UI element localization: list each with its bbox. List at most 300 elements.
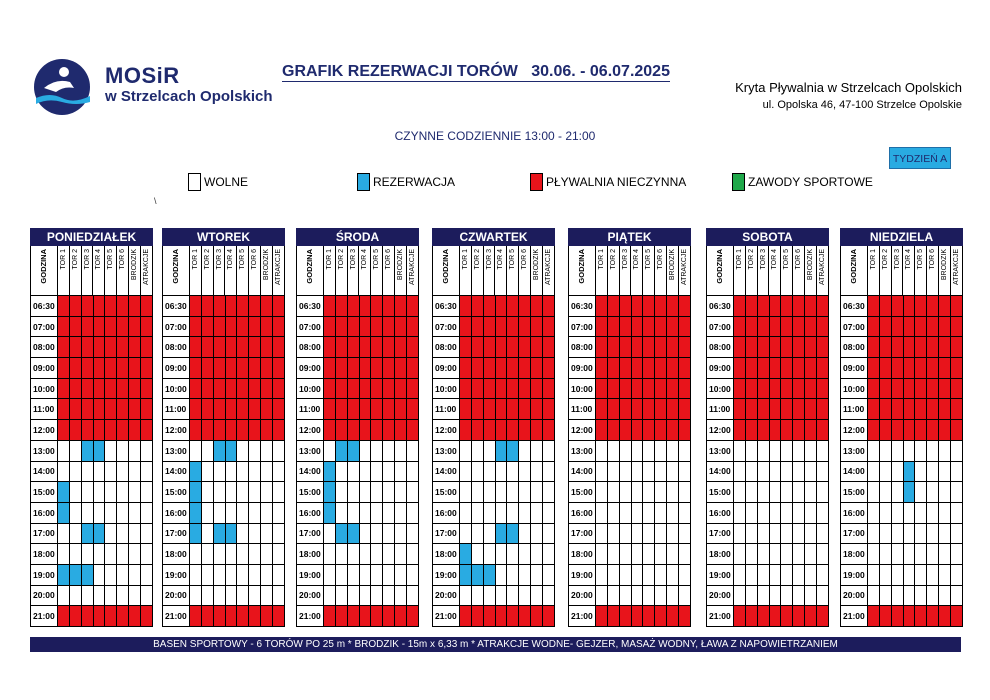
time-label: 15:00: [841, 482, 868, 503]
lane-slot: [608, 544, 620, 565]
lane-slot: [383, 420, 395, 441]
time-row: [31, 420, 153, 441]
lane-slot: [770, 565, 782, 586]
lane-slot: [371, 565, 383, 586]
time-row: [297, 399, 419, 420]
lane-slot: [507, 524, 519, 545]
lane-slot: [82, 524, 94, 545]
lane-slot: [94, 544, 106, 565]
lane-slot: [226, 379, 238, 400]
lane-slot: [484, 565, 496, 586]
lane-slot: [519, 544, 531, 565]
lane-slot: [360, 524, 372, 545]
lane-slot: [892, 379, 904, 400]
lane-slot: [781, 482, 793, 503]
lane-slot: [608, 503, 620, 524]
lane-slot: [679, 317, 691, 338]
time-row: [707, 482, 829, 503]
lane-slot: [484, 420, 496, 441]
lane-slot: [105, 317, 117, 338]
column-header-label: GODZINA: [577, 249, 587, 284]
column-header-label: TOR 3: [349, 249, 357, 270]
time-label: 21:00: [433, 606, 460, 627]
time-row: [569, 420, 691, 441]
lane-slot: [519, 524, 531, 545]
lane-slot: [214, 462, 226, 483]
time-label: 11:00: [569, 399, 596, 420]
lane-slot: [460, 503, 472, 524]
time-label: 18:00: [163, 544, 190, 565]
lane-slot: [817, 399, 829, 420]
lane-slot: [620, 379, 632, 400]
lane-slot: [868, 441, 880, 462]
lane-slot: [371, 586, 383, 607]
lane-slot: [117, 399, 129, 420]
column-header-label: TOR 1: [735, 249, 743, 270]
lane-slot: [261, 606, 273, 627]
lane-slot: [868, 482, 880, 503]
lane-slot: [643, 503, 655, 524]
lane-slot: [519, 586, 531, 607]
lane-slot: [190, 379, 202, 400]
time-row: [163, 606, 285, 627]
lane-slot: [817, 462, 829, 483]
lane-slot: [141, 337, 153, 358]
lane-slot: [758, 462, 770, 483]
lane-slot: [237, 420, 249, 441]
time-row: [433, 565, 555, 586]
lane-slot: [817, 565, 829, 586]
lane-slot: [543, 586, 555, 607]
lane-slot: [620, 296, 632, 317]
time-label: 10:00: [297, 379, 324, 400]
lane-slot: [927, 462, 939, 483]
time-row: [31, 586, 153, 607]
lane-slot: [951, 544, 963, 565]
time-label: 07:00: [841, 317, 868, 338]
lane-slot: [679, 358, 691, 379]
lane-slot: [273, 399, 285, 420]
column-header-cell: [927, 246, 939, 296]
lane-slot: [507, 399, 519, 420]
lane-slot: [383, 524, 395, 545]
lane-slot: [348, 503, 360, 524]
lane-slot: [596, 337, 608, 358]
lane-slot: [655, 606, 667, 627]
lane-slot: [770, 441, 782, 462]
lane-slot: [360, 565, 372, 586]
lane-slot: [82, 482, 94, 503]
lane-slot: [261, 420, 273, 441]
column-header-label: TOR 6: [929, 249, 937, 270]
lane-slot: [371, 441, 383, 462]
day-header: CZWARTEK: [432, 228, 555, 246]
lane-slot: [94, 482, 106, 503]
lane-slot: [348, 524, 360, 545]
lane-slot: [667, 462, 679, 483]
lane-slot: [817, 441, 829, 462]
lane-slot: [770, 503, 782, 524]
time-label: 16:00: [707, 503, 734, 524]
lane-slot: [734, 399, 746, 420]
lane-slot: [596, 565, 608, 586]
lane-slot: [407, 379, 419, 400]
lane-slot: [927, 482, 939, 503]
time-label: 20:00: [433, 586, 460, 607]
lane-slot: [395, 420, 407, 441]
lane-slot: [793, 420, 805, 441]
lane-slot: [939, 317, 951, 338]
footer-info: BASEN SPORTOWY - 6 TORÓW PO 25 m * BRODZIK - 15m x 6,33 m * ATRAKCJE WODNE- GEJZER, MASAŻ WODNY, ŁAWA Z NAPOWIETRZANIEM: [30, 637, 961, 652]
column-header-cell: [915, 246, 927, 296]
time-label: 17:00: [433, 524, 460, 545]
lane-slot: [817, 503, 829, 524]
lane-slot: [892, 462, 904, 483]
lane-slot: [58, 524, 70, 545]
lane-slot: [82, 503, 94, 524]
column-header-label: TOR 1: [597, 249, 605, 270]
lane-slot: [407, 441, 419, 462]
lane-slot: [507, 503, 519, 524]
time-label: 13:00: [569, 441, 596, 462]
lane-slot: [507, 482, 519, 503]
lane-slot: [734, 379, 746, 400]
time-label: 12:00: [163, 420, 190, 441]
lane-slot: [667, 586, 679, 607]
lane-slot: [927, 358, 939, 379]
column-header-cell: [297, 246, 324, 296]
lane-slot: [781, 399, 793, 420]
time-label: 06:30: [707, 296, 734, 317]
lane-slot: [679, 337, 691, 358]
column-header-label: TOR 2: [473, 249, 481, 270]
time-row: [297, 337, 419, 358]
lane-slot: [70, 565, 82, 586]
lane-slot: [324, 524, 336, 545]
lane-slot: [543, 565, 555, 586]
column-header-label: TOR 2: [747, 249, 755, 270]
time-label: 11:00: [433, 399, 460, 420]
lane-slot: [94, 441, 106, 462]
lane-slot: [951, 337, 963, 358]
lane-slot: [679, 296, 691, 317]
lane-slot: [383, 586, 395, 607]
column-header-cell: [531, 246, 543, 296]
lane-slot: [679, 606, 691, 627]
lane-slot: [915, 606, 927, 627]
time-label: 21:00: [297, 606, 324, 627]
time-row: [433, 317, 555, 338]
lane-slot: [904, 317, 916, 338]
lane-slot: [484, 503, 496, 524]
lane-slot: [214, 544, 226, 565]
time-row: [433, 399, 555, 420]
lane-slot: [939, 379, 951, 400]
mosir-logo-icon: [30, 58, 95, 116]
lane-slot: [336, 482, 348, 503]
column-header-label: TOR 5: [509, 249, 517, 270]
column-header-cell: [261, 246, 273, 296]
lane-slot: [336, 358, 348, 379]
lane-slot: [226, 441, 238, 462]
lane-slot: [117, 441, 129, 462]
time-row: [163, 565, 285, 586]
lane-slot: [734, 544, 746, 565]
lane-slot: [632, 296, 644, 317]
week-button[interactable]: TYDZIEŃ A: [889, 147, 951, 169]
time-label: 14:00: [31, 462, 58, 483]
lane-slot: [141, 524, 153, 545]
lane-slot: [395, 358, 407, 379]
legend-item-competition: [732, 172, 873, 192]
time-label: 13:00: [163, 441, 190, 462]
column-header-cell: [237, 246, 249, 296]
lane-slot: [105, 544, 117, 565]
lane-slot: [507, 565, 519, 586]
lane-slot: [868, 420, 880, 441]
time-row: [569, 503, 691, 524]
lane-slot: [261, 544, 273, 565]
time-label: 07:00: [707, 317, 734, 338]
time-label: 16:00: [433, 503, 460, 524]
day-grid: [432, 246, 555, 627]
lane-slot: [226, 358, 238, 379]
lane-slot: [472, 399, 484, 420]
lane-slot: [939, 337, 951, 358]
lane-slot: [395, 462, 407, 483]
lane-slot: [951, 441, 963, 462]
time-row: [841, 317, 963, 338]
day-grid: [30, 246, 153, 627]
time-row: [433, 296, 555, 317]
lane-slot: [249, 337, 261, 358]
lane-slot: [237, 503, 249, 524]
lane-slot: [679, 586, 691, 607]
lane-slot: [407, 524, 419, 545]
lane-slot: [496, 544, 508, 565]
column-header-label: TOR 3: [621, 249, 629, 270]
lane-slot: [667, 544, 679, 565]
lane-slot: [939, 544, 951, 565]
lane-slot: [395, 296, 407, 317]
time-label: 16:00: [31, 503, 58, 524]
time-label: 09:00: [707, 358, 734, 379]
lane-slot: [746, 462, 758, 483]
time-label: 09:00: [163, 358, 190, 379]
lane-slot: [70, 337, 82, 358]
lane-slot: [746, 420, 758, 441]
lane-slot: [395, 606, 407, 627]
lane-slot: [758, 586, 770, 607]
lane-slot: [324, 317, 336, 338]
lane-slot: [249, 296, 261, 317]
lane-slot: [371, 482, 383, 503]
lane-slot: [190, 462, 202, 483]
time-label: 08:00: [163, 337, 190, 358]
lane-slot: [214, 379, 226, 400]
time-row: [433, 358, 555, 379]
lane-slot: [880, 503, 892, 524]
lane-slot: [496, 358, 508, 379]
time-label: 16:00: [841, 503, 868, 524]
lane-slot: [951, 606, 963, 627]
lane-slot: [543, 462, 555, 483]
lane-slot: [915, 503, 927, 524]
day-grid: [568, 246, 691, 627]
lane-slot: [226, 462, 238, 483]
time-label: 12:00: [707, 420, 734, 441]
lane-slot: [507, 337, 519, 358]
lane-slot: [817, 544, 829, 565]
lane-slot: [805, 399, 817, 420]
lane-slot: [249, 606, 261, 627]
lane-slot: [758, 565, 770, 586]
time-label: 21:00: [841, 606, 868, 627]
lane-slot: [655, 441, 667, 462]
column-header-label: TOR 5: [917, 249, 925, 270]
lane-slot: [758, 544, 770, 565]
lane-slot: [608, 441, 620, 462]
lane-slot: [927, 337, 939, 358]
lane-slot: [531, 379, 543, 400]
lane-slot: [543, 441, 555, 462]
time-row: [433, 606, 555, 627]
lane-slot: [324, 544, 336, 565]
lane-slot: [202, 296, 214, 317]
lane-slot: [117, 420, 129, 441]
time-label: 10:00: [569, 379, 596, 400]
time-label: 20:00: [707, 586, 734, 607]
column-header-cell: [841, 246, 868, 296]
lane-slot: [94, 358, 106, 379]
lane-slot: [371, 503, 383, 524]
lane-slot: [734, 482, 746, 503]
column-header-row: [841, 246, 963, 296]
column-header-cell: [655, 246, 667, 296]
lane-slot: [407, 482, 419, 503]
time-label: 10:00: [31, 379, 58, 400]
time-row: [569, 565, 691, 586]
lane-slot: [643, 462, 655, 483]
lane-slot: [632, 358, 644, 379]
lane-slot: [608, 565, 620, 586]
lane-slot: [746, 441, 758, 462]
lane-slot: [129, 379, 141, 400]
column-header-cell: [903, 246, 915, 296]
time-label: 16:00: [163, 503, 190, 524]
lane-slot: [82, 399, 94, 420]
lane-slot: [679, 379, 691, 400]
lane-slot: [608, 524, 620, 545]
time-row: [297, 503, 419, 524]
lane-slot: [868, 337, 880, 358]
column-header-label: BRODZIK: [669, 249, 677, 281]
lane-slot: [226, 544, 238, 565]
time-label: 06:30: [841, 296, 868, 317]
time-label: 14:00: [841, 462, 868, 483]
lane-slot: [939, 441, 951, 462]
lane-slot: [94, 337, 106, 358]
column-header-label: BRODZIK: [533, 249, 541, 281]
column-header-label: TOR 4: [227, 249, 235, 270]
lane-slot: [129, 296, 141, 317]
column-header-cell: [620, 246, 632, 296]
time-label: 17:00: [707, 524, 734, 545]
lane-slot: [214, 606, 226, 627]
lane-slot: [360, 317, 372, 338]
lane-slot: [484, 462, 496, 483]
lane-slot: [237, 524, 249, 545]
lane-slot: [336, 379, 348, 400]
lane-slot: [543, 420, 555, 441]
lane-slot: [608, 296, 620, 317]
time-row: [297, 441, 419, 462]
lane-slot: [868, 462, 880, 483]
brand-subtitle: w Strzelcach Opolskich: [105, 88, 273, 105]
column-header-label: TOR 6: [657, 249, 665, 270]
column-header-row: [433, 246, 555, 296]
lane-slot: [679, 420, 691, 441]
time-row: [163, 358, 285, 379]
column-header-label: GODZINA: [171, 249, 181, 284]
lane-slot: [226, 524, 238, 545]
time-row: [569, 482, 691, 503]
lane-slot: [348, 337, 360, 358]
lane-slot: [237, 565, 249, 586]
column-header-cell: [631, 246, 643, 296]
column-header-cell: [507, 246, 519, 296]
lane-slot: [383, 358, 395, 379]
column-header-label: TOR 4: [633, 249, 641, 270]
lane-slot: [892, 565, 904, 586]
lane-slot: [939, 420, 951, 441]
lane-slot: [951, 524, 963, 545]
column-header-cell: [769, 246, 781, 296]
lane-slot: [141, 379, 153, 400]
lane-slot: [781, 337, 793, 358]
column-header-label: TOR 6: [119, 249, 127, 270]
lane-slot: [202, 586, 214, 607]
lane-slot: [496, 462, 508, 483]
lane-slot: [770, 462, 782, 483]
lane-slot: [531, 358, 543, 379]
lane-slot: [407, 317, 419, 338]
lane-slot: [273, 524, 285, 545]
lane-slot: [939, 586, 951, 607]
lane-slot: [202, 399, 214, 420]
lane-slot: [371, 337, 383, 358]
time-label: 06:30: [31, 296, 58, 317]
lane-slot: [655, 544, 667, 565]
time-label: 11:00: [841, 399, 868, 420]
lane-slot: [880, 317, 892, 338]
lane-slot: [129, 337, 141, 358]
day-column: [706, 228, 829, 627]
lane-slot: [484, 441, 496, 462]
time-label: 07:00: [433, 317, 460, 338]
lane-slot: [336, 503, 348, 524]
time-row: [163, 337, 285, 358]
lane-slot: [596, 503, 608, 524]
lane-slot: [105, 296, 117, 317]
lane-slot: [608, 379, 620, 400]
time-label: 20:00: [163, 586, 190, 607]
lane-slot: [105, 482, 117, 503]
lane-slot: [880, 399, 892, 420]
lane-slot: [805, 524, 817, 545]
column-header-cell: [667, 246, 679, 296]
lane-slot: [531, 606, 543, 627]
